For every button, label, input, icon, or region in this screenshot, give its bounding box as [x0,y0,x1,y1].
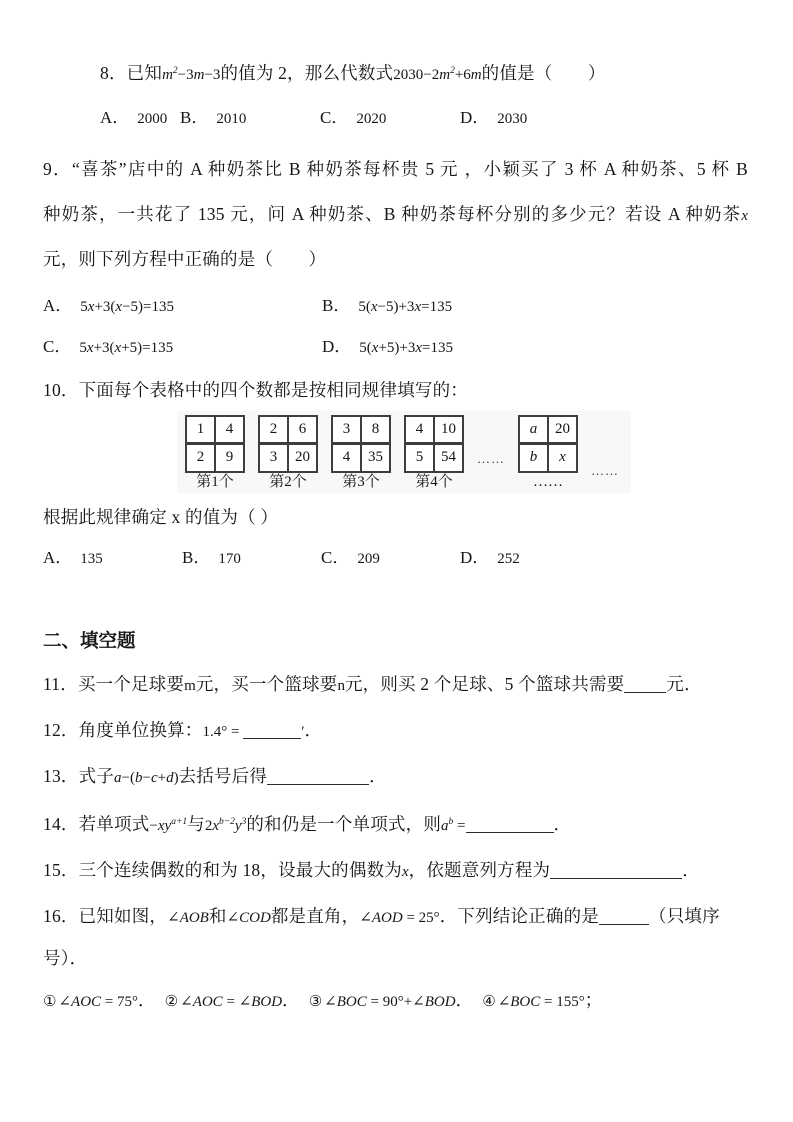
option-9c [43,327,322,368]
table-cell: 3 [259,444,288,472]
math-run: x [115,298,123,315]
table-cell: x [548,444,577,472]
option-9d [322,327,748,368]
table-row [332,416,390,444]
option-label: A． [43,295,73,315]
text-run: ． [455,989,483,1010]
table-row [332,444,390,472]
math-run: m [439,67,451,83]
math-run: x [415,339,423,356]
question-16-line2: 号）． [43,947,88,968]
question-9 [43,148,748,368]
option-label: C． [320,108,349,127]
text-run: 元，则买 2 个足球、5 个篮球共需要 [344,673,625,694]
math-run: ∠ [359,909,372,926]
math-run: x [87,298,95,315]
math-run: 2030−2 [393,67,440,83]
math-run: AOD [371,909,403,926]
math-run: COD [239,909,271,926]
option-label: A． [43,547,73,567]
math-run: 5 [79,339,87,356]
table-cell: 2 [259,416,288,444]
text-run: ． [282,989,309,1010]
math-run: x [414,298,422,315]
option-formula [79,339,173,356]
text-run: 都是直角， [270,905,360,926]
math-run: x [212,817,219,834]
math-run: ④ [482,991,496,1010]
option-label: B． [180,108,209,127]
option-9b [322,286,748,327]
text-run: 元． [666,673,702,694]
math-run: −5)+3 [377,298,415,315]
option-8d [460,104,527,133]
table-cell: 5 [405,444,434,472]
option-label: B． [182,547,211,567]
option-label: A． [100,108,130,127]
question-16 [43,901,748,973]
math-run: +3( [93,339,115,356]
math-run: AOC [192,993,223,1010]
math-run: x [401,863,409,880]
question-8 [100,56,748,133]
math-run: BOC [510,993,541,1010]
math-run: b−2 [219,816,235,827]
pattern-table-3 [331,415,391,491]
option-label: C． [321,547,350,567]
math-run: BOD [424,993,456,1010]
question-9-line1 [43,148,748,193]
text-run: 元，则下列方程中正确的是（ ） [43,249,327,269]
math-run: xy [157,817,172,834]
question-16-line1 [43,901,748,933]
table-row [186,416,244,444]
question-9-line3 [43,238,748,283]
text-run: 去括号后得 [178,765,268,786]
question-8-stem [100,56,748,91]
math-run: x [114,339,122,356]
table-row [519,416,577,444]
table-cell: 4 [215,416,244,444]
table-cell: 10 [434,416,463,444]
question-11 [43,669,748,701]
text-run: ． [682,859,700,880]
math-run: −5)=135 [122,298,175,315]
answer-blank [550,863,682,879]
answer-blank [624,677,666,693]
pattern-tables-row [177,411,631,493]
math-run: d [166,769,174,786]
table-cell: 9 [215,444,244,472]
math-run: +5)=135 [121,339,174,356]
math-run: 2 [204,817,213,834]
option-formula [358,298,452,315]
option-formula [359,339,453,356]
text-run: ，依题意列方程为 [408,859,551,880]
text-run: 13．式子 [43,765,114,786]
math-run: ∠ [238,993,252,1010]
question-8-options [100,104,748,133]
section-2-title: 二、填空题 [43,631,136,652]
math-run: = 75° [101,993,138,1010]
option-value: 2010 [216,111,247,127]
math-run: 2 [450,66,455,76]
math-run: 2 [172,66,178,76]
table-cell: a [519,416,548,444]
text-run: ． [553,813,572,834]
math-run: b [448,816,454,827]
table-cell: 6 [288,416,317,444]
math-run: n [337,677,345,694]
math-run: x [741,207,748,224]
option-value: 135 [80,550,103,567]
answer-blank [599,909,649,925]
math-run: y [234,817,242,834]
pattern-table-5 [518,415,578,491]
option-label: B． [322,295,351,315]
text-run: 14．若单项式 [43,813,150,834]
pattern-table-grid [258,415,318,473]
math-run: =135 [421,298,453,315]
math-run: ① [43,991,57,1010]
question-13 [43,761,748,793]
table-cell: 20 [288,444,317,472]
math-run: −3 [177,67,194,83]
math-run: 5( [358,298,371,315]
math-run: ∠ [324,993,337,1010]
math-run: − [149,817,158,834]
table-cell: 3 [332,416,361,444]
math-run: 1.4° = [202,723,244,740]
math-run: BOC [336,993,367,1010]
table-cell: 8 [361,416,390,444]
text-run: 16．已知如图， [43,905,168,926]
table-cell: 35 [361,444,390,472]
pattern-table-4 [404,415,464,491]
text-run: 的和仍是一个单项式，则 [246,813,442,834]
text-run: ．下列结论正确的是 [439,905,599,926]
math-run: ∠ [180,993,193,1010]
math-run: ∠ [412,993,425,1010]
pattern-table-label: 第2个 [269,473,307,490]
option-8b [180,104,320,133]
answer-blank [466,817,554,833]
table-cell: 4 [405,416,434,444]
text-run: ； [584,989,603,1010]
math-run: 5( [359,339,372,356]
math-run: ′ [301,723,305,740]
math-run: ) [173,769,179,786]
text-run: ． [369,765,387,786]
text-run: 11．买一个足球要 [43,673,185,694]
math-run: −( [121,769,135,786]
question-10 [43,375,748,573]
math-run: c [150,769,158,786]
option-10c [321,544,460,573]
table-row [259,444,317,472]
table-cell: 20 [548,416,577,444]
math-run: ∠ [226,909,240,926]
ellipsis-between: …… [477,450,505,466]
option-formula [80,298,174,315]
option-value: 252 [497,550,520,567]
math-run: − [142,769,151,786]
math-run: x [370,298,378,315]
option-label: D． [460,108,490,127]
math-run: a [114,769,122,786]
question-10-stem: 10．下面每个表格中的四个数都是按相同规律填写的： [43,379,468,400]
text-run: 15．三个连续偶数的和为 18，设最大的偶数为 [43,859,402,880]
option-label: C． [43,336,72,356]
pattern-table-grid [518,415,578,473]
pattern-table-1 [185,415,245,491]
math-run: 3 [241,816,247,827]
math-run: a [441,817,449,834]
option-10a [43,544,182,573]
question-9-line2 [43,193,748,239]
math-run: =135 [422,339,454,356]
math-run: a+1 [171,816,188,827]
math-run: m [162,67,173,83]
table-row [259,416,317,444]
option-value: 2020 [356,111,387,127]
option-value: 209 [357,550,380,567]
text-run: ． [304,719,323,740]
math-run: +6 [454,67,471,83]
answer-blank [267,769,369,785]
text-run: 和 [208,905,227,926]
option-value: 2030 [497,111,528,127]
math-run: ∠ [497,993,511,1010]
text-run: 8．已知 [100,63,163,83]
fill-in-questions [43,669,748,1019]
table-cell: 2 [186,444,215,472]
math-run: +3( [94,298,116,315]
question-16-statements [43,983,748,1019]
math-run: ② [164,991,179,1010]
text-run: （只填序 [649,905,720,926]
pattern-table-2 [258,415,318,491]
option-10b [182,544,321,573]
text-run: 9．“喜茶”店中的 A 种奶茶比 B 种奶茶每杯贵 5 元 ，小颖买了 3 杯 A 种奶茶、5 杯 B [43,159,748,179]
math-run: x [371,339,379,356]
table-row [405,416,463,444]
pattern-table-label: …… [533,473,563,490]
option-label: D． [322,336,352,356]
question-15 [43,855,748,887]
text-run: 的值是（ ） [481,63,606,83]
math-run: ∠ [58,993,72,1010]
option-9a [43,286,322,327]
option-8a [100,104,180,133]
math-run: ③ [308,991,323,1010]
math-run: = 25° [402,909,440,926]
math-run: m [184,677,196,694]
math-run: m [470,67,482,83]
text-run: ． [138,989,165,1010]
pattern-table-label: 第4个 [415,473,453,490]
question-9-options [43,286,748,368]
math-run: = 90°+ [366,993,413,1010]
pattern-table-grid [185,415,245,473]
math-run: AOB [179,909,209,926]
option-10d [460,544,520,573]
table-row [405,444,463,472]
math-run: m [193,67,205,83]
table-cell: 54 [434,444,463,472]
pattern-table-grid [404,415,464,473]
text-run: 12．角度单位换算： [43,719,203,740]
table-row [519,444,577,472]
math-run: +5)+3 [378,339,416,356]
math-run: = [222,993,239,1010]
text-run: 元，买一个篮球要 [195,673,338,694]
question-10-stem2: 根据此规律确定 x 的值为（ ） [43,506,279,527]
question-10-options [43,544,748,573]
pattern-table-grid [331,415,391,473]
math-run: ∠ [167,909,180,926]
option-label: D． [460,547,490,567]
math-run: + [157,769,167,786]
table-cell: b [519,444,548,472]
question-14 [43,807,748,841]
question-12 [43,715,748,747]
option-value: 2000 [137,111,168,127]
math-run: AOC [71,993,102,1010]
math-run: = [453,817,466,834]
text-run: 与 [187,813,205,834]
pattern-table-label: 第1个 [196,473,234,490]
pattern-table-label: 第3个 [342,473,380,490]
math-run: = 155° [540,993,585,1010]
math-run: b [134,769,143,786]
text-run: 的值为 2，那么代数式 [220,63,394,83]
table-row [186,444,244,472]
ellipsis-after: …… [591,462,619,478]
math-run: BOD [251,993,283,1010]
option-8c [320,104,460,133]
text-run: 种奶茶，一共花了 135 元，问 A 种奶茶、B 种奶茶每杯分别的多少元？若设 A 种奶茶 [43,203,742,224]
table-cell: 4 [332,444,361,472]
math-run: x [86,339,94,356]
option-value: 170 [218,550,241,567]
table-cell: 1 [186,416,215,444]
answer-blank [243,723,301,739]
math-run: −3 [204,67,221,83]
math-run: 5 [80,298,88,315]
